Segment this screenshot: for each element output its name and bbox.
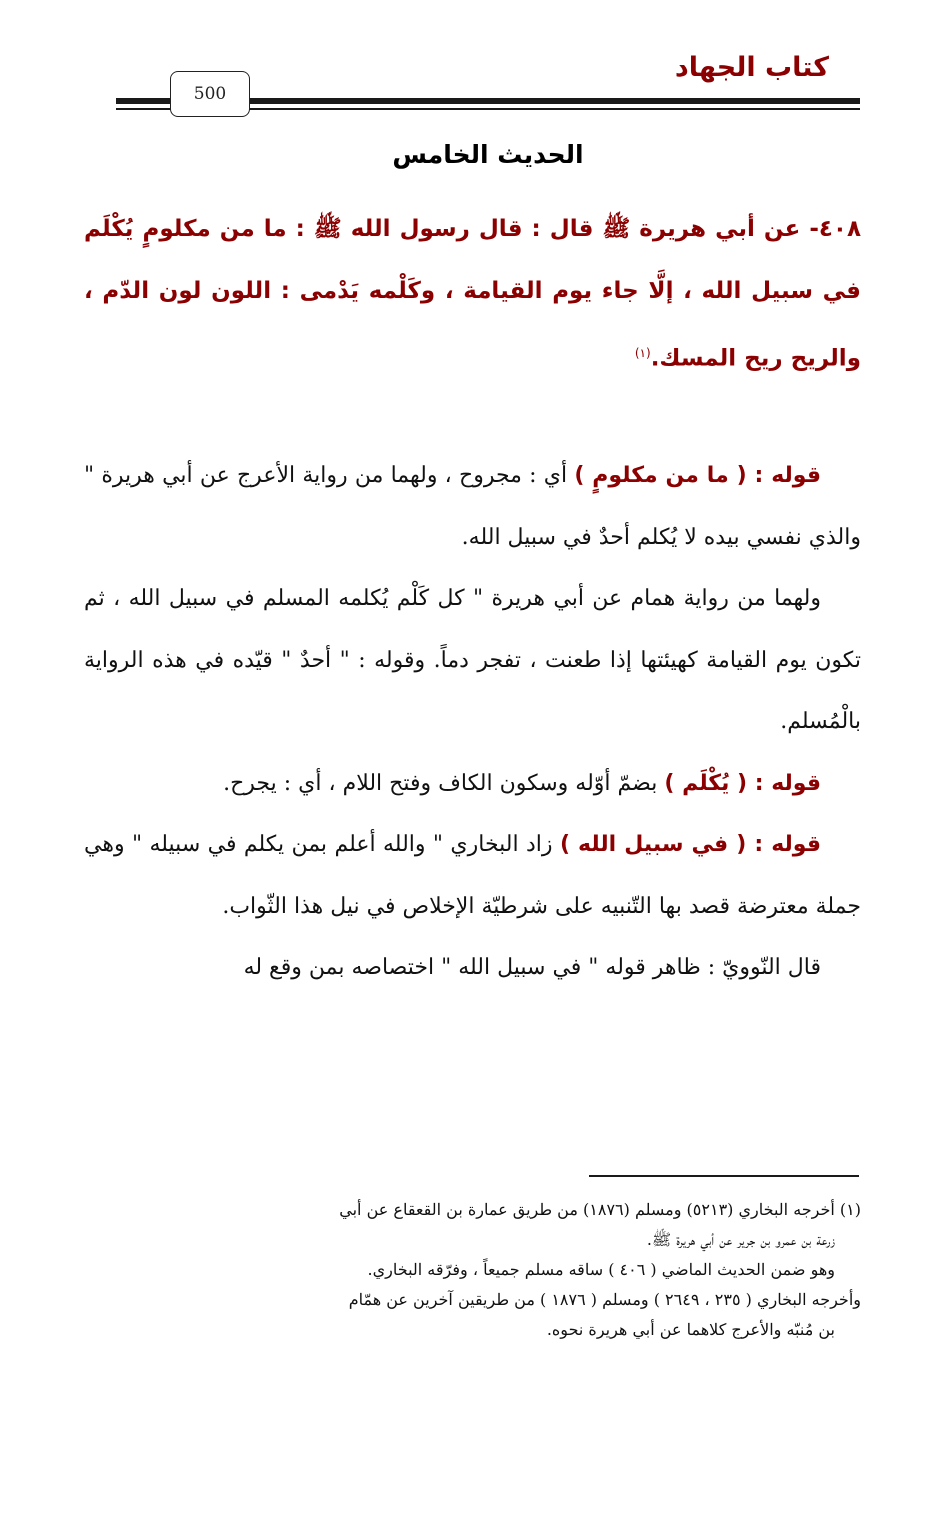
commentary-paragraph xyxy=(84,568,861,753)
footnote-ref[interactable]: (١) xyxy=(634,346,651,360)
footnotes xyxy=(84,1195,861,1345)
page-number: 500 xyxy=(193,84,227,104)
footnote-line: بن مُنبّه والأعرج كلاهما عن أبي هريرة نحوه. xyxy=(546,1320,835,1339)
commentary-text: بضمّ أوّله وسكون الكاف وفتح اللام ، أي : يجرح. xyxy=(223,770,665,796)
commentary-paragraph xyxy=(84,814,861,937)
footnote-line: (١) أخرجه البخاري (٥٢١٣) ومسلم (١٨٧٦) من طريق عمارة بن القعقاع عن أبي xyxy=(339,1200,861,1219)
commentary-text: أي : مجروح ، ولهما من رواية الأعرج عن أبي هريرة " والذي نفسي بيده لا يُكلم أحدٌ في سبيل الله. xyxy=(84,463,861,550)
page-number-badge xyxy=(170,71,250,117)
book-title: كتاب الجهاد xyxy=(674,52,829,83)
commentary-keyword: قوله : ( ما من مكلومٍ ) xyxy=(574,463,821,488)
commentary-paragraph xyxy=(84,753,861,815)
footnote-divider xyxy=(589,1175,859,1177)
commentary-keyword: قوله : ( يُكْلَم ) xyxy=(664,770,821,796)
hadith-text xyxy=(84,198,861,390)
commentary-paragraph xyxy=(84,445,861,568)
commentary-text: قال النّوويّ : ظاهر قوله " في سبيل الله " اختصاصه بمن وقع له xyxy=(243,955,821,980)
commentary-text: ولهما من رواية همام عن أبي هريرة " كل كَلْم يُكلمه المسلم في سبيل الله ، ثم تكون يوم القيامة كهيئتها إذا طعنت ، تفجر دماً. وقوله : " أحدٌ " قيّده في هذه الرواية بالْمُسلم. xyxy=(84,586,861,734)
commentary-keyword: قوله : ( في سبيل الله ) xyxy=(559,832,821,857)
section-title: الحديث الخامس xyxy=(392,140,584,169)
commentary xyxy=(84,445,861,999)
footnote-line: وهو ضمن الحديث الماضي ( ٤٠٦ ) ساقه مسلم جميعاً ، وفرّقه البخاري. xyxy=(367,1260,835,1279)
commentary-text: زاد البخاري " والله أعلم بمن يكلم في سبيله " وهي جملة معترضة قصد بها التّنبيه على شرطيّة الإخلاص في نيل هذا الثّواب. xyxy=(84,832,861,919)
commentary-paragraph xyxy=(84,937,861,999)
footnote-line: وأخرجه البخاري ( ٢٣٥ ، ٢٦٤٩ ) ومسلم ( ١٨٧٦ ) من طريقين آخرين عن همّام xyxy=(348,1290,861,1309)
footnote-line: زرعة بن عمرو بن جرير عن أبي هريرة ﷺ. xyxy=(646,1230,835,1249)
hadith-body: ٤٠٨- عن أبي هريرة ﷺ قال : قال رسول الله ﷺ : ما من مكلومٍ يُكْلَم في سبيل الله ، إلَّا جاء يوم القيامة ، وكَلْمه يَدْمى : اللون لون الدّم ، والريح ريح المسك. xyxy=(84,216,861,372)
